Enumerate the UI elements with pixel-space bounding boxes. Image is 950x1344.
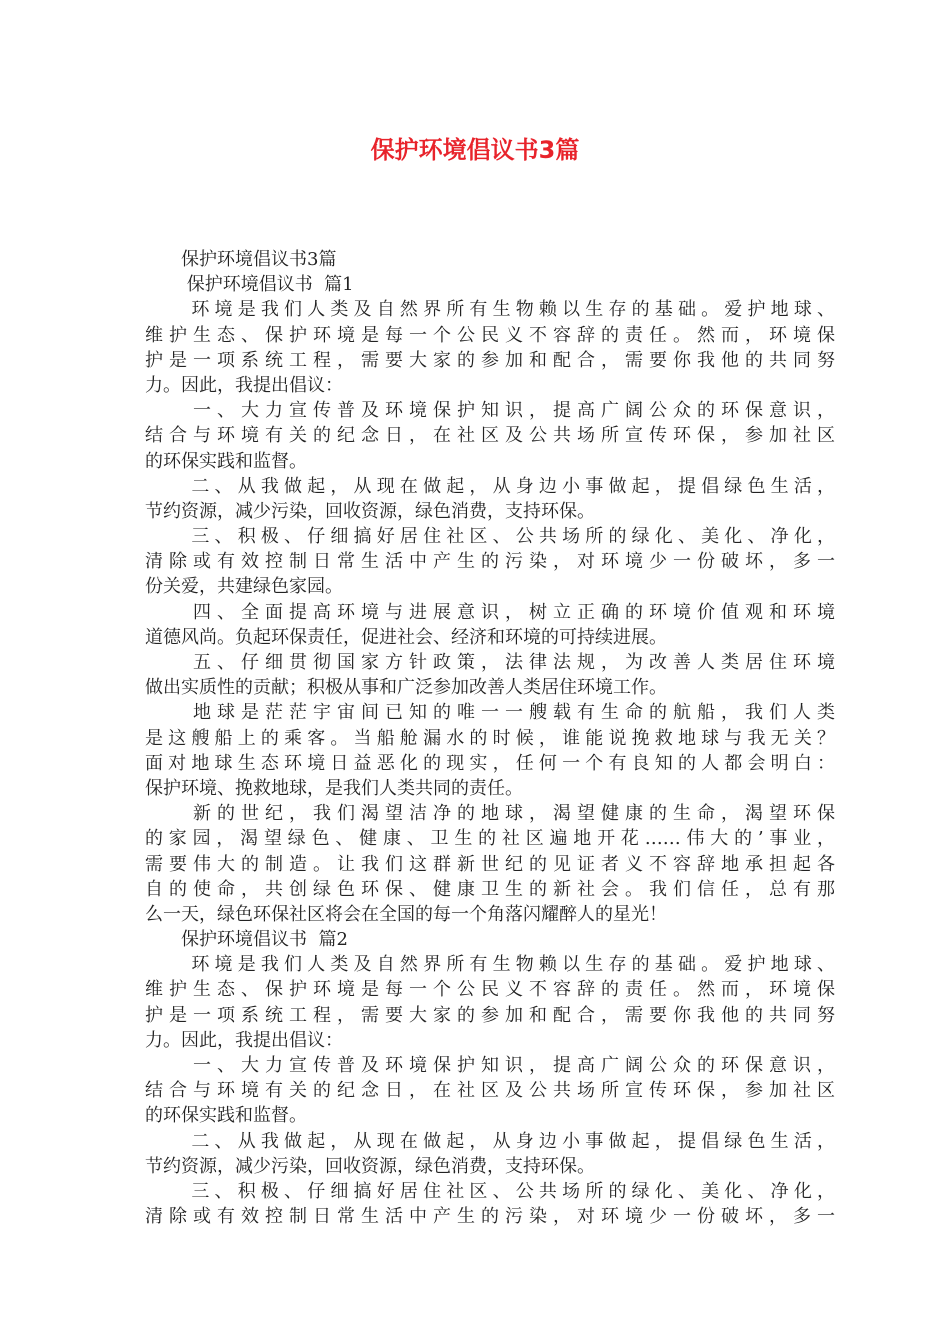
text-line: 是这艘船上的乘客。当船舱漏水的时候，谁能说挽救地球与我无关？ <box>145 727 835 749</box>
text-line: 三、积极、仔细搞好居住社区、公共场所的绿化、美化、净化， <box>145 1180 835 1202</box>
text-line: 力。因此，我提出倡议： <box>145 374 343 396</box>
text-line: 二、从我做起，从现在做起，从身边小事做起，提倡绿色生活， <box>145 475 835 497</box>
text-line: 四、全面提高环境与进展意识，树立正确的环境价值观和环境 <box>145 601 835 623</box>
text-line: 清除或有效控制日常生活中产生的污染，对环境少一份破坏，多一 <box>145 551 835 573</box>
text-line: 地球是茫茫宇宙间已知的唯一一艘载有生命的航船，我们人类 <box>145 702 835 724</box>
text-line: 结合与环境有关的纪念日，在社区及公共场所宣传环保，参加社区 <box>145 425 835 447</box>
text-line: 份关爱，共建绿色家园。 <box>145 576 343 598</box>
text-line: 环境是我们人类及自然界所有生物赖以生存的基础。爱护地球、 <box>145 954 835 976</box>
text-line: 道德风尚。负起环保责任，促进社会、经济和环境的可持续进展。 <box>145 626 667 648</box>
text-line: 新的世纪，我们渴望洁净的地球，渴望健康的生命，渴望环保 <box>145 803 835 825</box>
text-line: 三、积极、仔细搞好居住社区、公共场所的绿化、美化、净化， <box>145 526 835 548</box>
text-line: 保护环境倡议书3篇 <box>145 249 337 270</box>
text-line: 做出实质性的贡献；积极从事和广泛参加改善人类居住环境工作。 <box>145 677 667 699</box>
text-line: 五、仔细贯彻国家方针政策，法律法规，为改善人类居住环境 <box>145 652 835 673</box>
text-line: 节约资源，减少污染，回收资源，绿色消费，支持环保。 <box>145 1155 595 1177</box>
text-line: 保护环境倡议书 篇2 <box>145 929 348 951</box>
text-line: 维护生态、保护环境是每一个公民义不容辞的责任。然而，环境保 <box>145 324 835 346</box>
text-line: 护是一项系统工程，需要大家的参加和配合，需要你我他的共同努 <box>145 1004 835 1026</box>
text-line: 保护环境倡议书 篇1 <box>145 274 354 296</box>
document-title: 保护环境倡议书3篇 <box>370 136 580 164</box>
text-line: 的环保实践和监督。 <box>145 1105 307 1127</box>
text-line: 护是一项系统工程，需要大家的参加和配合，需要你我他的共同努 <box>145 349 835 371</box>
text-line: 二、从我做起，从现在做起，从身边小事做起，提倡绿色生活， <box>145 1130 835 1152</box>
text-line: 保护环境、挽救地球，是我们人类共同的责任。 <box>145 777 523 799</box>
text-line: 节约资源，减少污染，回收资源，绿色消费，支持环保。 <box>145 500 595 522</box>
text-line: 清除或有效控制日常生活中产生的污染，对环境少一份破坏，多一 <box>145 1206 835 1228</box>
text-line: 力。因此，我提出倡议： <box>145 1029 343 1051</box>
document-body <box>145 247 835 1229</box>
text-line: 面对地球生态环境日益恶化的现实，任何一个有良知的人都会明白： <box>145 752 835 774</box>
text-line: 的家园，渴望绿色、健康、卫生的社区遍地开花……伟大的’事业， <box>145 828 835 850</box>
text-line: 么一天，绿色环保社区将会在全国的每一个角落闪耀醉人的星光！ <box>145 903 667 925</box>
text-line: 环境是我们人类及自然界所有生物赖以生存的基础。爱护地球、 <box>145 299 835 321</box>
text-line: 结合与环境有关的纪念日，在社区及公共场所宣传环保，参加社区 <box>145 1080 835 1102</box>
text-line: 一、大力宣传普及环境保护知识，提高广阔公众的环保意识， <box>145 400 835 422</box>
text-line: 一、大力宣传普及环境保护知识，提高广阔公众的环保意识， <box>145 1055 835 1076</box>
text-line: 维护生态、保护环境是每一个公民义不容辞的责任。然而，环境保 <box>145 979 835 1001</box>
text-line: 自的使命，共创绿色环保、健康卫生的新社会。我们信任，总有那 <box>145 878 835 900</box>
text-line: 的环保实践和监督。 <box>145 450 307 472</box>
text-line: 需要伟大的制造。让我们这群新世纪的见证者义不容辞地承担起各 <box>145 853 835 875</box>
